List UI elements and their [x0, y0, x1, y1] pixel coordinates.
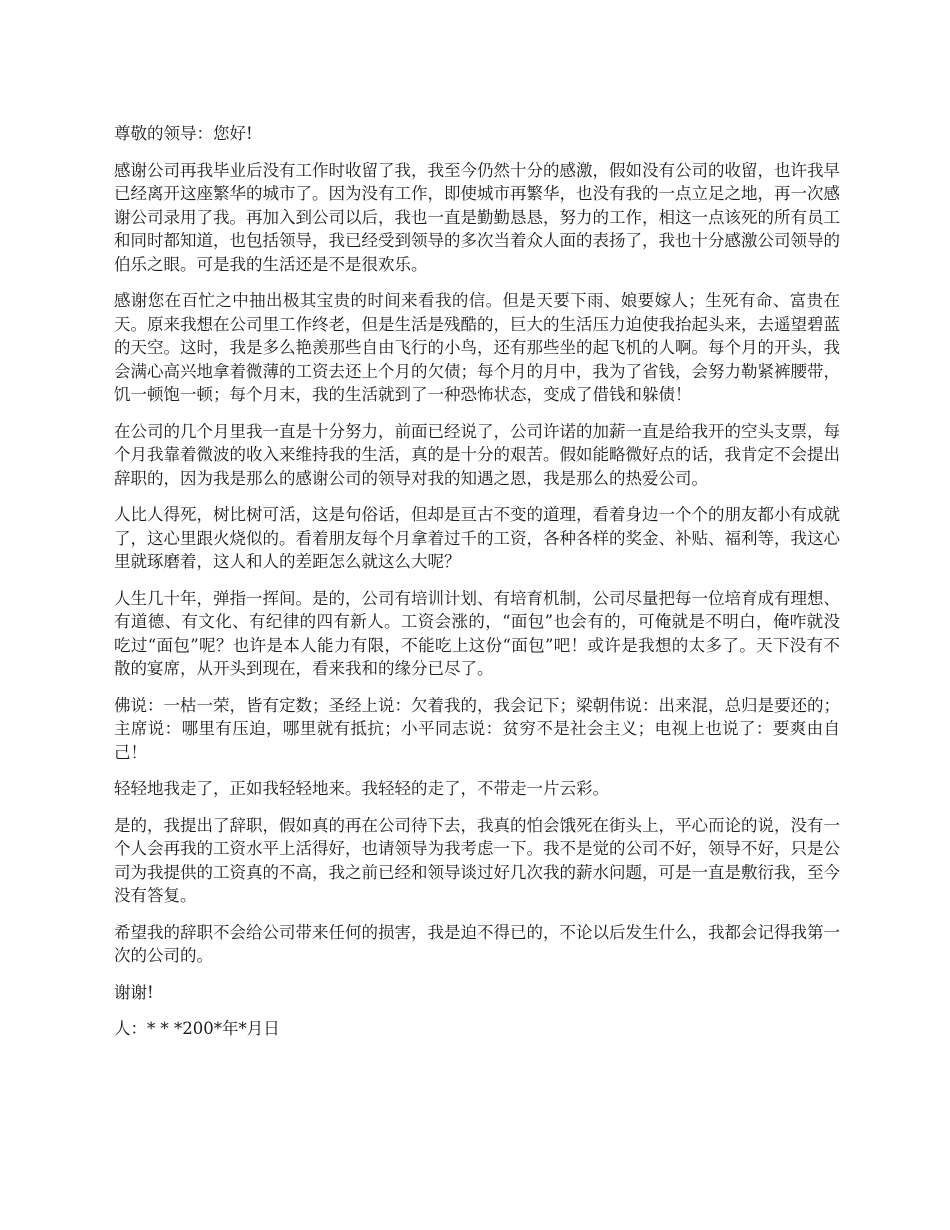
letter-paragraph-5: 人生几十年，弹指一挥间。是的，公司有培训计划、有培育机制，公司尽量把每一位培育成有理想、有道德、有文化、有纪律的四有新人。工资会涨的，“面包”也会有的，可俺就是不明白，俺咋就没吃过“面包”呢？也许是本人能力有限，不能吃上这份“面包”吧！或许是我想的太多了。天下没有不散的宴席，从开头到现在，看来我和的缘分已尽了。 [114, 588, 840, 678]
letter-body [114, 122, 840, 1054]
letter-salutation: 尊敬的领导：您好! [114, 124, 253, 143]
letter-paragraph-8: 是的，我提出了辞职，假如真的再在公司待下去，我真的怕会饿死在街头上，平心而论的说，没有一个人会再我的工资水平上活得好，也请领导为我考虑一下。我不是觉的公司不好，领导不好，只是公司为我提供的工资真的不高，我之前已经和领导谈过好几次我的薪水问题，可是一直是敷衍我，至今没有答复。 [114, 815, 840, 905]
letter-paragraph-2: 感谢您在百忙之中抽出极其宝贵的时间来看我的信。但是天要下雨、娘要嫁人；生死有命、富贵在天。原来我想在公司里工作终老，但是生活是残酷的，巨大的生活压力迫使我抬起头来，去遥望碧蓝的天空。这时，我是多么艳羡那些自由飞行的小鸟，还有那些坐的起飞机的人啊。每个月的开头，我会满心高兴地拿着微薄的工资去还上个月的欠债；每个月的月中，我为了省钱，会努力勒紧裤腰带，饥一顿饱一顿；每个月末，我的生活就到了一种恐怖状态，变成了借钱和躲债！ [114, 291, 840, 404]
letter-paragraph-6: 佛说：一枯一荣，皆有定数；圣经上说：欠着我的，我会记下；梁朝伟说：出来混，总归是要还的；主席说：哪里有压迫，哪里就有抵抗；小平同志说：贫穷不是社会主义；电视上也说了：要爽由自己！ [114, 695, 840, 762]
letter-paragraph-7: 轻轻地我走了，正如我轻轻地来。我轻轻的走了，不带走一片云彩。 [114, 779, 609, 798]
letter-paragraph-4: 人比人得死，树比树可活，这是句俗话，但却是亘古不变的道理，看着身边一个个的朋友都小有成就了，这心里跟火烧似的。看着朋友每个月拿着过千的工资，各种各样的奖金、补贴、福利等，我这心里就琢磨着，这人和人的差距怎么就这么大呢？ [114, 505, 840, 571]
letter-paragraph-1: 感谢公司再我毕业后没有工作时收留了我，我至今仍然十分的感激，假如没有公司的收留，也许我早已经离开这座繁华的城市了。因为没有工作，即使城市再繁华，也没有我的一点立足之地，再一次感谢公司录用了我。再加入到公司以后，我也一直是勤勤恳恳，努力的工作，相这一点该死的所有员工和同时都知道，也包括领导，我已经受到领导的多次当着众人面的表扬了，我也十分感激公司领导的伯乐之眼。可是我的生活还是不是很欢乐。 [114, 160, 840, 274]
letter-paragraph-9: 希望我的辞职不会给公司带来任何的损害，我是迫不得已的，不论以后发生什么，我都会记得我第一次的公司的。 [114, 922, 840, 965]
letter-paragraph-3: 在公司的几个月里我一直是十分努力，前面已经说了，公司许诺的加薪一直是给我开的空头支票，每个月我靠着微波的收入来维持我的生活，真的是十分的艰苦。假如能略微好点的话，我肯定不会提出辞职的，因为我是那么的感谢公司的领导对我的知遇之恩，我是那么的热爱公司。 [114, 421, 840, 488]
letter-signature: 人：* * *200*年*月日 [114, 1019, 280, 1038]
letter-closing: 谢谢! [114, 982, 154, 1002]
